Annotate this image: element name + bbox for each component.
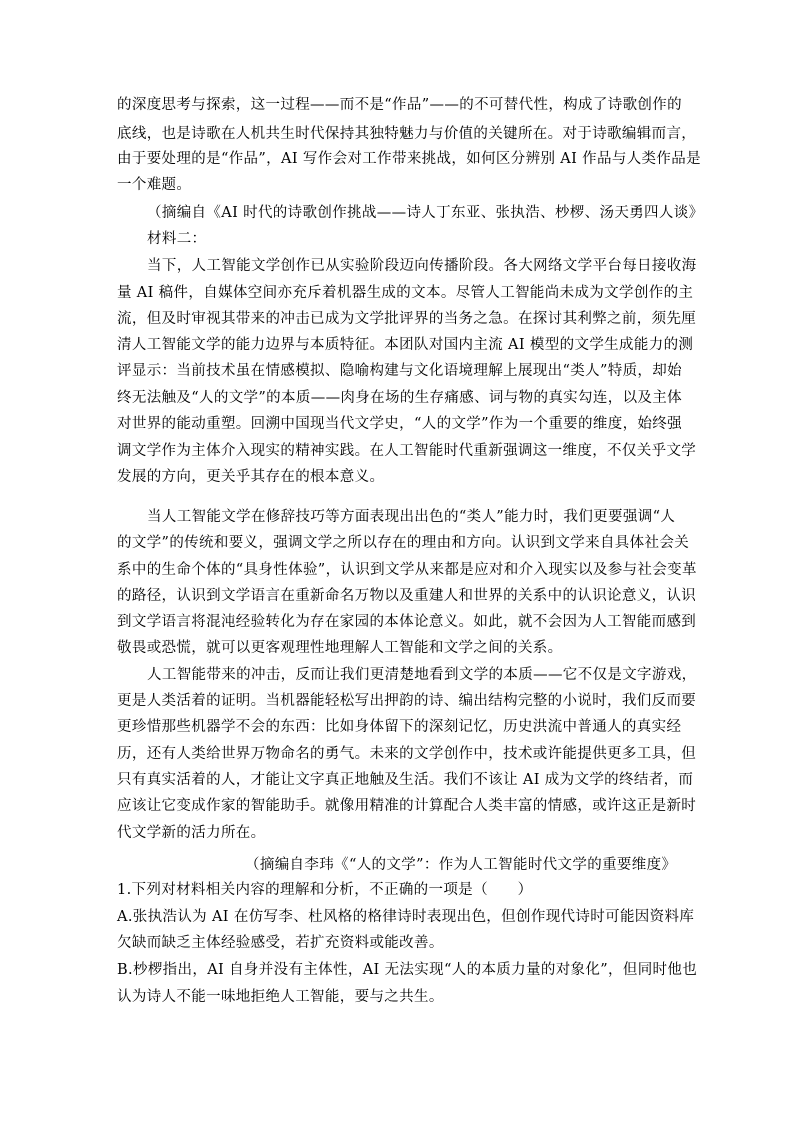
option-a: A.张执浩认为 AI 在仿写李、杜风格的格律诗时表现出色，但创作现代诗时可能因资料库 [117,909,695,925]
text-line: 对世界的能动重塑。回溯中国现当代文学史，“人的文学”作为一个重要的维度，始终强 [117,416,682,432]
text-line: 发展的方向，更关乎其存在的根本意义。 [117,469,385,485]
paragraph-start: 人工智能带来的冲击，反而让我们更清楚地看到文学的本质——它不仅是文字游戏， [147,667,697,683]
text-line: 一个难题。 [117,177,192,193]
text-line: 敬畏或恐慌，就可以更客观理性地理解人工智能和文学之间的关系。 [117,640,563,656]
text-line: 应该让它变成作家的智能助手。就像用精准的计算配合人类丰富的情感，或许这正是新时 [117,798,697,814]
text-line: 底线，也是诗歌在人机共生时代保持其独特魅力与价值的关键所在。对于诗歌编辑而言， [117,126,697,142]
text-line: 历，还有人类给世界万物命名的勇气。未来的文学创作中，技术或许能提供更多工具，但 [117,746,697,762]
text-line: 只有真实活着的人，才能让文字真正地触及生活。我们不该让 AI 成为文学的终结者，而 [117,772,694,788]
text-line: 的文学”的传统和要义，强调文学之所以存在的理由和方向。认识到文学来自具体社会关 [117,535,690,551]
text-line: 系中的生命个体的“具身性体验”，认识到文学从来都是应对和介入现实以及参与社会变革 [117,562,697,578]
text-line: 更珍惜那些机器学不会的东西：比如身体留下的深刻记忆，历史洪流中普通人的真实经 [117,719,682,735]
text-line: 清人工智能文学的能力边界与本质特征。本团队对国内主流 AI 模型的文学生成能力的测 [117,337,694,353]
option-b: B.杪椤指出，AI 自身并没有主体性，AI 无法实现“人的本质力量的对象化”，但同时他也 [117,962,698,978]
text-line: 量 AI 稿件，自媒体空间亦充斥着机器生成的文本。尽管人工智能尚未成为文学创作的主 [117,285,694,301]
text-line: 到文学语言将混沌经验转化为存在家园的本体论意义。如此，就不会因为人工智能而感到 [117,614,697,630]
text-line: 的深度思考与探索，这一过程——而不是“作品”——的不可替代性，构成了诗歌创作的 [117,97,682,113]
citation-line: （摘编自李玮《“人的文学”：作为人工智能时代文学的重要维度》 [245,857,677,873]
text-line: 由于要处理的是“作品”，AI 写作会对工作带来挑战，如何区分辨别 AI 作品与人类作品是 [117,151,701,167]
text-line: 代文学新的活力所在。 [117,825,266,841]
text-line: 终无法触及“人的文学”的本质——肉身在场的生存痛感、词与物的真实勾连，以及主体 [117,390,682,406]
paragraph-start: 当人工智能文学在修辞技巧等方面表现出出色的“类人”能力时，我们更要强调“人 [147,509,676,525]
section-heading: 材料二： [147,231,207,247]
text-line: 评显示：当前技术虽在情感模拟、隐喻构建与文化语境理解上展现出“类人”特质，却始 [117,363,682,379]
text-line: 的路径，认识到文学语言在重新命名万物以及重建人和世界的关系中的认识论意义，认识 [117,588,697,604]
citation-line: （摘编自《AI 时代的诗歌创作挑战——诗人丁东亚、张执浩、杪椤、汤天勇四人谈》 [147,205,704,221]
text-line: 流，但及时审视其带来的冲击已成为文学批评界的当务之急。在探讨其利弊之前，须先厘 [117,311,697,327]
text-line: 更是人类活着的证明。当机器能轻松写出押韵的诗、编出结构完整的小说时，我们反而要 [117,693,697,709]
option-b-continued: 认为诗人不能一味地拒绝人工智能，要与之共生。 [117,989,444,1005]
paragraph-start: 当下，人工智能文学创作已从实验阶段迈向传播阶段。各大网络文学平台每日接收海 [147,258,697,274]
text-line: 调文学作为主体介入现实的精神实践。在人工智能时代重新强调这一维度，不仅关乎文学 [117,443,697,459]
option-a-continued: 欠缺而缺乏主体经验感受，若扩充资料或能改善。 [117,935,444,951]
question-stem: 1.下列对材料相关内容的理解和分析，不正确的一项是（ ） [117,882,533,898]
